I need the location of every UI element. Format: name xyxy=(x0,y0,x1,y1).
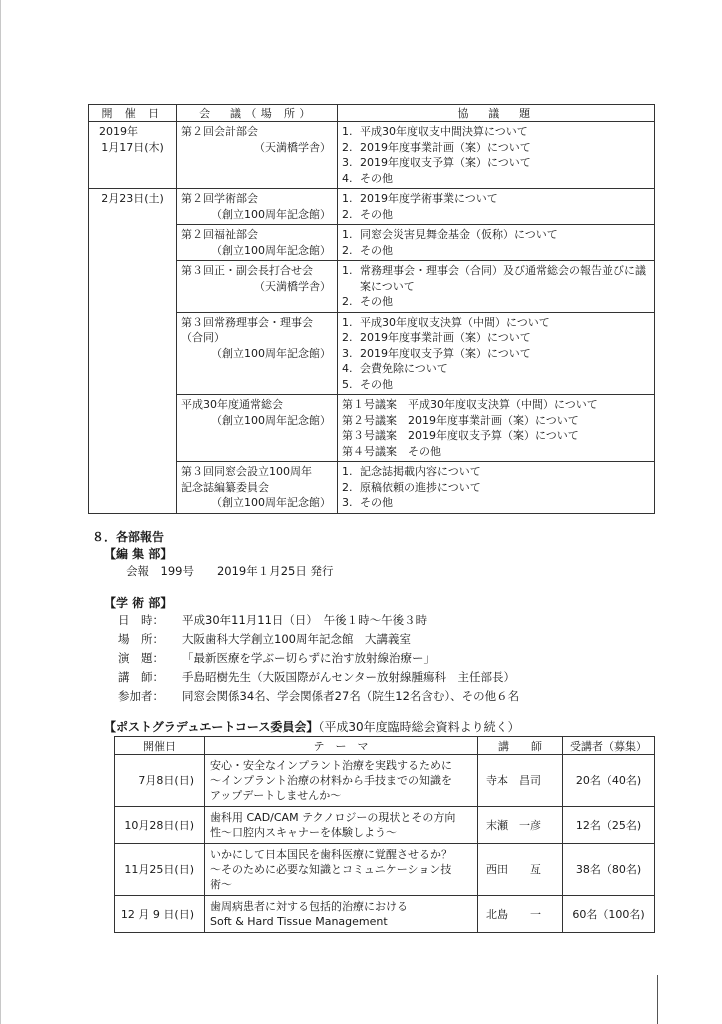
theme-line: 〜そのために必要な知識とコミュニケーション技術〜 xyxy=(210,863,452,891)
academic-item xyxy=(118,688,519,704)
theme-line: 性〜口腔内スキャナーを体験しよう〜 xyxy=(210,826,397,839)
topic-item xyxy=(342,171,650,187)
meeting-name: 第２回学術部会 xyxy=(181,192,258,205)
topic-number: 4. xyxy=(342,362,353,375)
topic-text: 常務理事会・理事会（合同）及び通常総会の報告並びに議案について xyxy=(360,264,646,293)
topic-number: 2. xyxy=(342,140,353,154)
topic-text: その他 xyxy=(360,243,393,257)
course-row xyxy=(115,844,655,896)
courses-table xyxy=(114,736,655,933)
course-theme xyxy=(205,807,478,844)
meeting-venue: （天満橋学舎） xyxy=(254,140,331,154)
academic-heading: 【学 術 部】 xyxy=(104,596,173,610)
topic-text: その他 xyxy=(360,377,393,391)
meeting-cell xyxy=(177,462,338,514)
meeting-venue: （創立100周年記念館） xyxy=(211,496,331,509)
topic-number: 2. xyxy=(342,295,353,308)
topic-number: 1. xyxy=(342,315,353,329)
academic-item xyxy=(118,669,515,685)
topics-cell xyxy=(338,395,655,462)
meeting-cell xyxy=(177,189,338,225)
course-theme xyxy=(205,896,478,933)
postgrad-note: （平成30年度臨時総会資料より続く） xyxy=(318,720,520,734)
meeting-name: （合同） xyxy=(181,331,225,344)
topic-number: 2. xyxy=(342,331,353,344)
topic-number: 2. xyxy=(342,480,353,494)
meeting-row xyxy=(89,189,655,225)
topic-item xyxy=(342,480,650,496)
course-lecturer: 北島 一 xyxy=(478,896,563,933)
academic-item xyxy=(118,650,435,666)
course-lecturer: 西田 亙 xyxy=(478,844,563,896)
meeting-venue: （創立100周年記念館） xyxy=(211,243,331,257)
meeting-name: 第３回同窓会設立100周年 xyxy=(181,465,312,478)
topic-number: 3. xyxy=(342,496,353,509)
topic-item xyxy=(342,495,650,511)
theme-line: 〜インプラント治療の材料から手技までの知識を xyxy=(210,774,452,787)
header-theme: テ ー マ xyxy=(205,737,478,755)
theme-line: いかにして日本国民を歯科医療に覚醒させるか？ xyxy=(210,848,452,861)
theme-line: 安心・安全なインプラント治療を実践するために xyxy=(210,759,452,772)
course-row xyxy=(115,896,655,933)
theme-line: 歯科用 CAD/CAM テクノロジーの現状とその方向 xyxy=(210,811,456,824)
meeting-name: 第２回会計部会 xyxy=(181,125,258,138)
section-title: ８．各部報告 xyxy=(92,530,165,544)
topics-cell xyxy=(338,122,655,189)
academic-item xyxy=(118,631,411,647)
topic-text: その他 xyxy=(360,207,393,221)
course-date: 12 月 9 日(日) xyxy=(115,896,205,933)
item-value: 「最新医療を学ぶー切らずに治す放射線治療ー」 xyxy=(182,651,435,665)
topic-item xyxy=(342,294,650,310)
topics-cell xyxy=(338,462,655,514)
topic-item xyxy=(342,346,650,362)
topic-item xyxy=(342,124,650,140)
topic-text: 平成30年度収支決算（中間）について xyxy=(360,315,550,329)
topic-text: 2019年度学術事業について xyxy=(360,192,498,205)
meeting-name: 第３回常務理事会・理事会 xyxy=(181,315,313,329)
course-theme xyxy=(205,755,478,807)
meetings-table xyxy=(88,104,655,514)
date-line: 1月17日(木) xyxy=(101,140,164,154)
postgrad-heading xyxy=(104,718,520,735)
topic-item xyxy=(342,361,650,377)
course-row xyxy=(115,755,655,807)
meeting-row xyxy=(89,122,655,189)
course-lecturer: 寺本 昌司 xyxy=(478,755,563,807)
topics-cell xyxy=(338,261,655,313)
topic-text: 記念誌掲載内容について xyxy=(360,465,481,478)
topic-number: 1. xyxy=(342,125,353,138)
agenda-item: 第３号議案 2019年度収支予算（案）について xyxy=(342,429,579,442)
topic-number: 5. xyxy=(342,377,353,391)
item-label: 演 題： xyxy=(118,651,164,665)
topic-item xyxy=(342,191,650,207)
topic-item xyxy=(342,207,650,223)
course-date: 10月28日(日) xyxy=(115,807,205,844)
topic-number: 1. xyxy=(342,465,353,478)
course-row xyxy=(115,807,655,844)
meeting-name: 第２回福祉部会 xyxy=(181,228,258,241)
meeting-cell xyxy=(177,395,338,462)
topic-item xyxy=(342,243,650,259)
meetings-header-row xyxy=(89,105,655,122)
theme-line: アップデートしませんか〜 xyxy=(210,789,342,802)
topic-text: 会費免除について xyxy=(360,362,448,375)
item-value: 大阪歯科大学創立100周年記念館 大講義室 xyxy=(182,632,411,646)
course-date: 11月25日(日) xyxy=(115,844,205,896)
meeting-venue: （天満橋学舎） xyxy=(254,279,331,293)
item-label: 講 師： xyxy=(118,670,164,684)
course-attendance: 20名（40名) xyxy=(563,755,655,807)
theme-line: Soft & Hard Tissue Management xyxy=(210,915,388,928)
item-value: 同窓会関係34名、学会関係者27名（院生12名含む）、その他６名 xyxy=(182,689,520,703)
topic-text: 同窓会災害見舞金基金（仮称）について xyxy=(360,228,558,241)
header-topics: 協 議 題 xyxy=(338,105,655,122)
topic-item xyxy=(342,227,650,243)
course-lecturer: 末瀬 一彦 xyxy=(478,807,563,844)
header-attendance: 受講者（募集） xyxy=(563,737,655,755)
topic-text: 2019年度収支予算（案）について xyxy=(360,156,531,169)
topic-item xyxy=(342,140,650,156)
topic-text: 2019年度収支予算（案）について xyxy=(360,346,531,360)
topics-cell xyxy=(338,189,655,225)
topic-item xyxy=(342,315,650,331)
meeting-name: 平成30年度通常総会 xyxy=(181,398,283,411)
topic-item xyxy=(342,377,650,393)
course-attendance: 38名（80名) xyxy=(563,844,655,896)
topic-text: 平成30年度収支中間決算について xyxy=(360,125,528,138)
topic-number: 1. xyxy=(342,192,353,205)
page-rule xyxy=(657,975,658,1024)
topic-number: 4. xyxy=(342,171,353,185)
course-attendance: 60名（100名) xyxy=(563,896,655,933)
topic-item xyxy=(342,263,650,294)
topic-text: その他 xyxy=(360,496,393,509)
agenda-item: 第４号議案 その他 xyxy=(342,444,441,458)
meeting-venue: （創立100周年記念館） xyxy=(211,413,331,427)
meeting-venue: （創立100周年記念館） xyxy=(211,346,331,360)
page-edge xyxy=(0,0,1,1024)
topic-number: 3. xyxy=(342,156,353,169)
course-theme xyxy=(205,844,478,896)
meeting-cell xyxy=(177,225,338,261)
editorial-heading: 【編 集 部】 xyxy=(104,547,173,561)
theme-line: 歯周病患者に対する包括的治療における xyxy=(210,900,408,913)
topic-number: 2. xyxy=(342,243,353,257)
meeting-name: 第３回正・副会長打合せ会 xyxy=(181,264,313,277)
topic-item xyxy=(342,155,650,171)
date-cell xyxy=(89,189,177,514)
item-label: 日 時： xyxy=(118,613,164,627)
topic-text: 2019年度事業計画（案）について xyxy=(360,140,531,154)
meeting-venue: （創立100周年記念館） xyxy=(211,207,331,221)
courses-header-row xyxy=(115,737,655,755)
item-value: 手島昭樹先生（大阪国際がんセンター放射線腫瘍科 主任部長） xyxy=(182,670,516,684)
topic-number: 3. xyxy=(342,346,353,360)
course-date: 7月8日(日) xyxy=(115,755,205,807)
topic-item xyxy=(342,330,650,346)
header-meeting: 会 議（場 所） xyxy=(177,105,338,122)
item-label: 参加者： xyxy=(118,689,164,703)
topic-text: その他 xyxy=(360,171,393,185)
topic-text: 原稿依頼の進捗について xyxy=(360,480,481,494)
topic-number: 1. xyxy=(342,228,353,241)
item-label: 場 所： xyxy=(118,632,164,646)
date-cell xyxy=(89,122,177,189)
meeting-cell xyxy=(177,261,338,313)
topic-text: 2019年度事業計画（案）について xyxy=(360,331,531,344)
topic-text: その他 xyxy=(360,295,393,308)
topic-item xyxy=(342,464,650,480)
item-value: 平成30年11月11日（日） 午後１時〜午後３時 xyxy=(182,613,428,627)
course-attendance: 12名（25名) xyxy=(563,807,655,844)
meeting-name: 記念誌編纂委員会 xyxy=(181,480,269,494)
meeting-cell xyxy=(177,122,338,189)
topic-number: 2. xyxy=(342,207,353,221)
meeting-cell xyxy=(177,312,338,395)
header-date: 開 催 日 xyxy=(89,105,177,122)
header-date: 開催日 xyxy=(115,737,205,755)
academic-item xyxy=(118,612,427,628)
topics-cell xyxy=(338,225,655,261)
agenda-item: 第１号議案 平成30年度収支決算（中間）について xyxy=(342,398,598,411)
postgrad-heading-text: 【ポストグラデュエートコース委員会】 xyxy=(104,720,319,734)
header-lecturer: 講 師 xyxy=(478,737,563,755)
editorial-line: 会報 199号 2019年１月25日 発行 xyxy=(126,564,334,578)
date-line: 2019年 xyxy=(99,125,138,138)
topic-number: 1. xyxy=(342,264,353,277)
agenda-item: 第２号議案 2019年度事業計画（案）について xyxy=(342,413,579,427)
date-line: 2月23日(土) xyxy=(101,192,164,205)
topics-cell xyxy=(338,312,655,395)
